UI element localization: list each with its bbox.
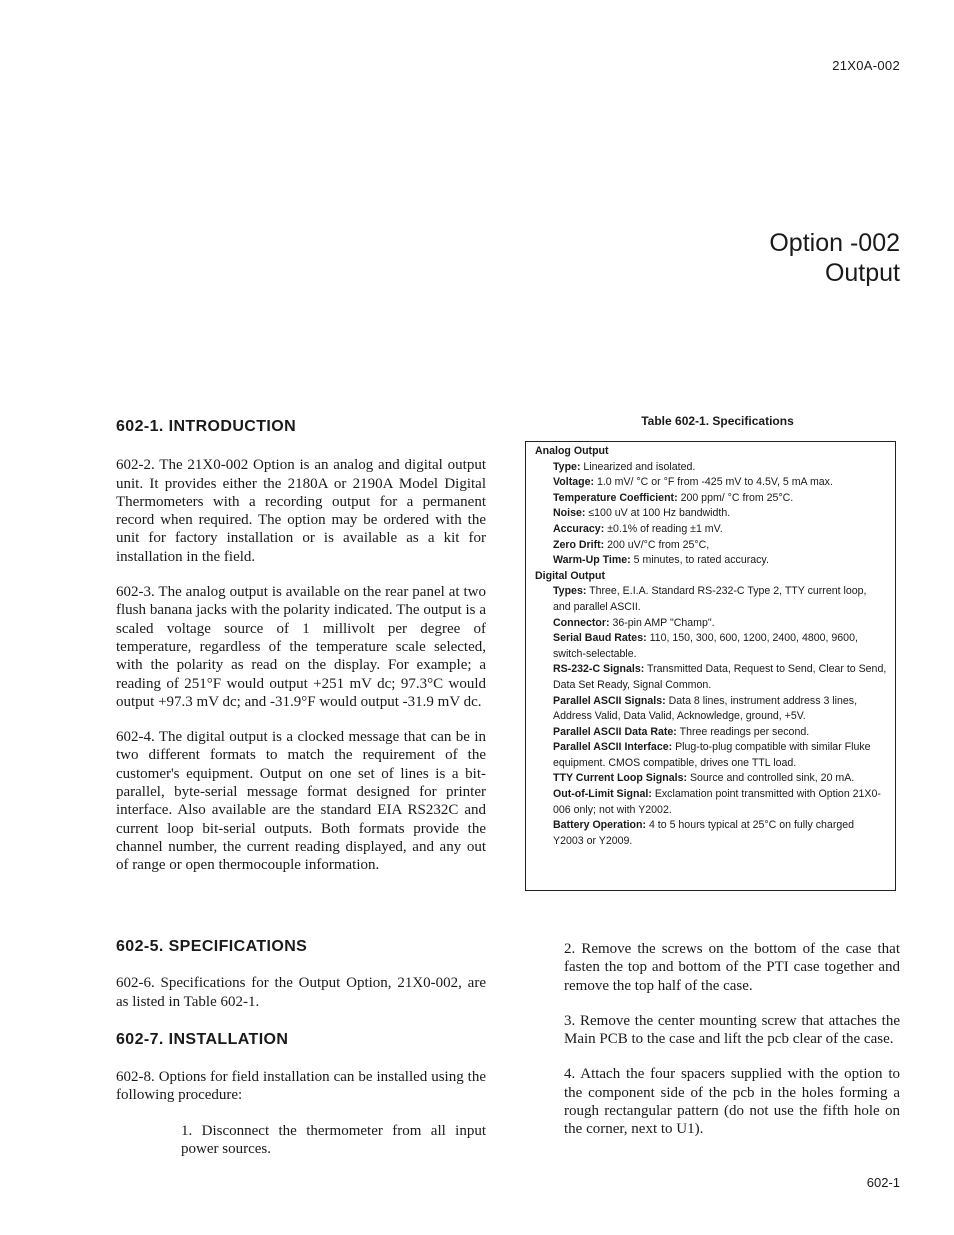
spec-item bbox=[535, 771, 887, 787]
digital-output-heading: Digital Output bbox=[535, 569, 606, 582]
specifications-table bbox=[525, 441, 896, 891]
spec-key: Battery Operation: bbox=[553, 819, 647, 832]
spec-key: Noise: bbox=[553, 507, 586, 520]
heading-introduction: 602-1. INTRODUCTION bbox=[116, 418, 297, 435]
spec-value: 200 uV/°C from 25°C, bbox=[607, 538, 710, 551]
spec-key: Zero Drift: bbox=[553, 538, 605, 551]
spec-value: Exclamation point transmitted with Option 21X0-006 only; not with Y2002. bbox=[553, 788, 881, 816]
right-column-lower bbox=[564, 940, 900, 1139]
paragraph-602-8: 602-8. Options for field installation can be installed using the following procedure: bbox=[116, 1069, 486, 1104]
spec-value: 1.0 mV/ °C or °F from -425 mV to 4.5V, 5 mA max. bbox=[596, 476, 833, 489]
spec-item bbox=[535, 740, 887, 771]
spec-item bbox=[535, 631, 887, 662]
spec-value: Transmitted Data, Request to Send, Clear to Send, Data Set Ready, Signal Common. bbox=[553, 663, 887, 691]
spec-value: Linearized and isolated. bbox=[583, 460, 696, 473]
left-column-upper bbox=[116, 418, 486, 875]
spec-item bbox=[535, 538, 887, 554]
spec-item bbox=[535, 491, 887, 507]
left-column-lower bbox=[116, 938, 486, 1158]
paragraph-602-3: 602-3. The analog output is available on the rear panel at two flush banana jacks with the polarity indicated. The output is a scaled voltage source of 1 millivolt per degree of temperature, regardless of the temperature scale selected, with the polarity as read on the display. For example; a reading of 251°F would output +251 mV dc; 97.3°C would output +97.3 mV dc; and -31.9°F would output -31.9 mV dc. bbox=[116, 584, 486, 710]
paragraph-602-6: 602-6. Specifications for the Output Option, 21X0-002, are as listed in Table 602-1. bbox=[116, 975, 486, 1010]
spec-item bbox=[535, 818, 887, 849]
spec-value: Source and controlled sink, 20 mA. bbox=[689, 772, 855, 785]
step-3: 3. Remove the center mounting screw that attaches the Main PCB to the case and lift the pcb clear of the case. bbox=[564, 1012, 900, 1048]
spec-item bbox=[535, 553, 887, 569]
spec-item bbox=[535, 475, 887, 491]
spec-item bbox=[535, 694, 887, 725]
table-title: Table 602-1. Specifications bbox=[641, 414, 794, 428]
spec-value: Data 8 lines, instrument address 3 lines, Address Valid, Data Valid, Acknowledge, ground, +5V. bbox=[553, 694, 858, 723]
step-2: 2. Remove the screws on the bottom of the case that fasten the top and bottom of the PTI case together and remove the top half of the case. bbox=[564, 941, 900, 994]
page-number: 602-1 bbox=[866, 1175, 900, 1190]
spec-value: ±0.1% of reading ±1 mV. bbox=[607, 522, 723, 535]
spec-value: ≤100 uV at 100 Hz bandwidth. bbox=[588, 507, 731, 520]
spec-key: Type: bbox=[553, 460, 581, 473]
spec-key: Warm-Up Time: bbox=[553, 554, 631, 567]
analog-output-list bbox=[535, 460, 887, 569]
spec-value: 5 minutes, to rated accuracy. bbox=[633, 554, 769, 567]
spec-key: TTY Current Loop Signals: bbox=[553, 772, 687, 785]
spec-item bbox=[535, 787, 887, 818]
spec-item bbox=[535, 522, 887, 538]
heading-installation: 602-7. INSTALLATION bbox=[116, 1030, 289, 1048]
chapter-title-line2: Output bbox=[824, 259, 900, 287]
heading-specifications: 602-5. SPECIFICATIONS bbox=[116, 938, 308, 955]
spec-key: Out-of-Limit Signal: bbox=[553, 788, 652, 801]
chapter-title-line1: Option -002 bbox=[769, 229, 900, 257]
spec-item bbox=[535, 584, 887, 615]
paragraph-602-2: 602-2. The 21X0-002 Option is an analog and digital output unit. It provides either the 2180A or 2190A Model Digital Thermometers with a recording output for a permanent record when required. The option may be ordered with the unit for factory installation or is available as a kit for installation in the field. bbox=[116, 457, 486, 565]
document-id: 21X0A-002 bbox=[832, 58, 900, 73]
spec-item bbox=[535, 725, 887, 741]
spec-item bbox=[535, 460, 887, 476]
spec-item bbox=[535, 662, 887, 693]
spec-value: 110, 150, 300, 600, 1200, 2400, 4800, 9600, switch-selectable. bbox=[553, 632, 858, 660]
spec-value: Plug-to-plug compatible with similar Fluke equipment. CMOS compatible, drives one TTL load. bbox=[553, 741, 871, 769]
spec-key: RS-232-C Signals: bbox=[553, 663, 645, 676]
spec-key: Temperature Coefficient: bbox=[553, 491, 678, 504]
spec-key: Accuracy: bbox=[553, 522, 605, 535]
spec-key: Parallel ASCII Interface: bbox=[553, 741, 673, 754]
spec-key: Serial Baud Rates: bbox=[553, 632, 647, 645]
spec-value: Three readings per second. bbox=[679, 725, 810, 738]
step-4: 4. Attach the four spacers supplied with the option to the component side of the pcb in the holes forming a rough rectangular pattern (do not use the fifth hole on the corner, next to U1). bbox=[564, 1066, 900, 1138]
spec-key: Connector: bbox=[553, 616, 610, 629]
spec-item bbox=[535, 506, 887, 522]
analog-output-heading: Analog Output bbox=[535, 445, 609, 457]
spec-value: 36-pin AMP "Champ". bbox=[612, 616, 715, 629]
paragraph-602-4: 602-4. The digital output is a clocked message that can be in two different formats to match the requirement of the customer's equipment. Output on one set of lines is a bit-parallel, byte-serial message format designed for printer interface. Also available are the standard EIA RS232C and current loop bit-serial outputs. Both formats provide the channel number, the current reading displayed, and any out of range or open thermocouple information. bbox=[116, 729, 486, 874]
step-1: 1. Disconnect the thermometer from all input power sources. bbox=[181, 1122, 486, 1158]
spec-value: Three, E.I.A. Standard RS-232-C Type 2, TTY current loop, and parallel ASCII. bbox=[553, 585, 867, 613]
spec-value: 4 to 5 hours typical at 25°C on fully charged Y2003 or Y2009. bbox=[553, 819, 855, 847]
spec-key: Types: bbox=[553, 585, 587, 598]
spec-item bbox=[535, 616, 887, 632]
spec-key: Voltage: bbox=[553, 476, 595, 489]
chapter-title bbox=[769, 228, 900, 288]
digital-output-list bbox=[535, 584, 887, 849]
spec-key: Parallel ASCII Data Rate: bbox=[553, 725, 677, 738]
spec-key: Parallel ASCII Signals: bbox=[553, 694, 666, 707]
spec-value: 200 ppm/ °C from 25°C. bbox=[680, 491, 794, 504]
